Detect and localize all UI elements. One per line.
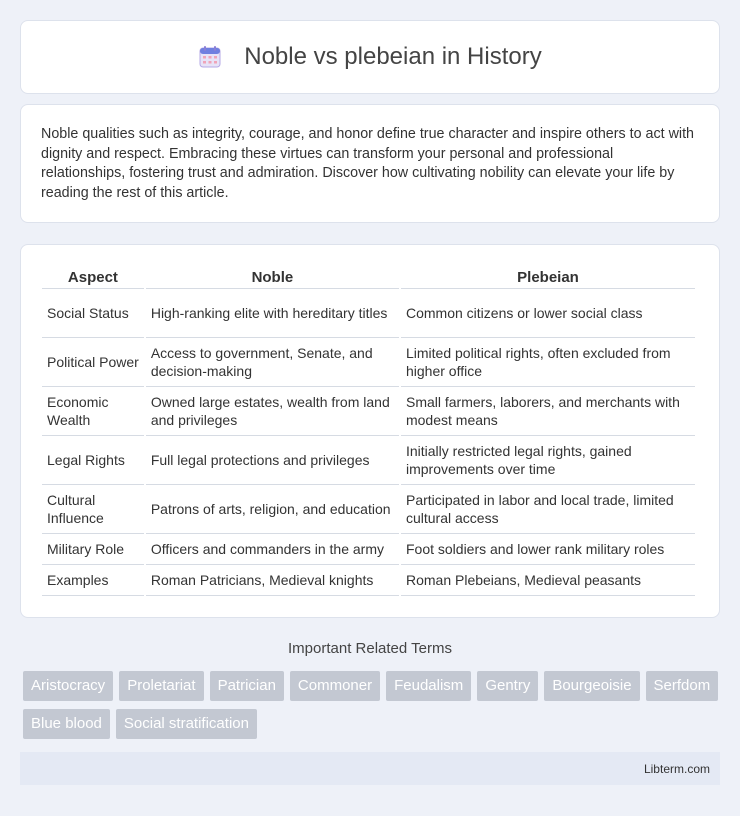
cell-noble: Patrons of arts, religion, and education [146,485,399,534]
table-row [42,338,695,387]
table-row [42,534,695,565]
cell-noble: High-ranking elite with hereditary titles [146,289,399,338]
tag-serfdom[interactable]: Serfdom [646,671,719,701]
tag-patrician[interactable]: Patrician [210,671,284,701]
related-terms-title: Important Related Terms [288,640,452,657]
header-aspect: Aspect [42,267,144,289]
table-row [42,565,695,596]
cell-plebeian: Common citizens or lower social class [401,289,695,338]
cell-noble: Access to government, Senate, and decision-making [146,338,399,387]
comparison-table [40,267,697,596]
cell-noble: Roman Patricians, Medieval knights [146,565,399,596]
cell-plebeian: Roman Plebeians, Medieval peasants [401,565,695,596]
tag-gentry[interactable]: Gentry [477,671,538,701]
cell-noble: Officers and commanders in the army [146,534,399,565]
cell-aspect: Political Power [42,338,144,387]
cell-plebeian: Small farmers, laborers, and merchants with modest means [401,387,695,436]
table-header-row [42,267,695,289]
cell-aspect: Military Role [42,534,144,565]
tag-proletariat[interactable]: Proletariat [119,671,203,701]
cell-noble: Full legal protections and privileges [146,436,399,485]
footer-site-link[interactable]: Libterm.com [643,762,710,776]
cell-aspect: Cultural Influence [42,485,144,534]
page-title: Noble vs plebeian in History [244,43,542,70]
related-terms-tags [23,671,723,739]
cell-plebeian: Limited political rights, often excluded from higher office [401,338,695,387]
cell-aspect: Examples [42,565,144,596]
intro-text: Noble qualities such as integrity, courage, and honor define true character and inspire others to act with dignity and respect. Embracing these virtues can transform your personal and professional relationships, fostering trust and admiration. Discover how cultivating nobility can elevate your life by reading the rest of this article. [41,126,695,201]
table-row [42,289,695,338]
table-row [42,387,695,436]
calendar-icon [198,45,222,69]
tag-blue-blood[interactable]: Blue blood [23,709,110,739]
cell-noble: Owned large estates, wealth from land and privileges [146,387,399,436]
intro-card [20,104,720,223]
cell-plebeian: Participated in labor and local trade, limited cultural access [401,485,695,534]
cell-aspect: Legal Rights [42,436,144,485]
cell-aspect: Economic Wealth [42,387,144,436]
header-card [20,20,720,94]
header-noble: Noble [146,267,399,289]
tag-bourgeoisie[interactable]: Bourgeoisie [544,671,639,701]
tag-aristocracy[interactable]: Aristocracy [23,671,113,701]
cell-plebeian: Initially restricted legal rights, gained improvements over time [401,436,695,485]
tag-feudalism[interactable]: Feudalism [386,671,471,701]
tag-commoner[interactable]: Commoner [290,671,380,701]
table-row [42,436,695,485]
footer [20,752,720,785]
cell-aspect: Social Status [42,289,144,338]
cell-plebeian: Foot soldiers and lower rank military roles [401,534,695,565]
tag-social-stratification[interactable]: Social stratification [116,709,257,739]
header-plebeian: Plebeian [401,267,695,289]
comparison-table-card [20,244,720,618]
table-row [42,485,695,534]
